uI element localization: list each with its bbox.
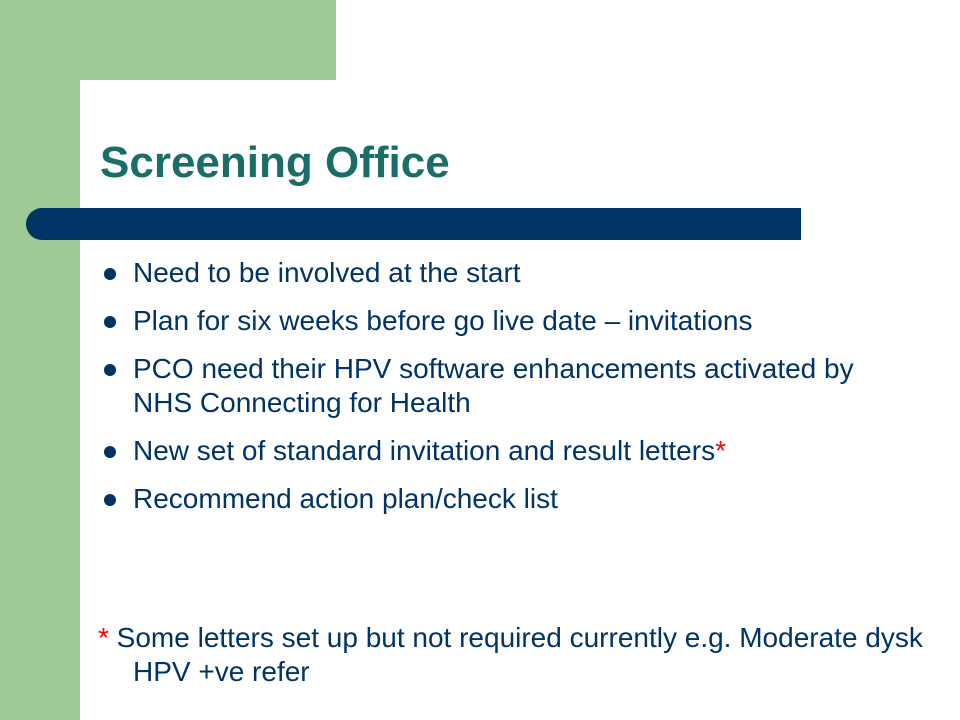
bullet-item: [104, 304, 904, 338]
bullet-item: [104, 256, 904, 290]
footnote-text: Some letters set up but not required currently e.g. Moderate dysk HPV +ve refer: [108, 622, 923, 687]
bullet-item: [104, 482, 904, 516]
bullet-dot-icon: [104, 268, 116, 280]
bullet-dot-icon: [104, 364, 116, 376]
title-underline-bar: [26, 208, 801, 240]
bullet-text: Need to be involved at the start: [133, 257, 521, 288]
footnote-marker: *: [98, 622, 109, 653]
footnote-asterisk: *: [715, 435, 726, 466]
bullet-dot-icon: [104, 446, 116, 458]
bullet-text: New set of standard invitation and result letters: [133, 435, 716, 466]
bullet-text: Recommend action plan/check list: [133, 483, 558, 514]
bullet-item: [104, 352, 904, 420]
bullet-dot-icon: [104, 316, 116, 328]
green-left-band: [0, 0, 80, 720]
bullet-dot-icon: [104, 494, 116, 506]
slide-title: Screening Office: [100, 138, 450, 187]
bullet-text: PCO need their HPV software enhancements activated by NHS Connecting for Health: [133, 353, 854, 418]
bullet-item: [104, 434, 904, 468]
bullet-list: [104, 256, 904, 530]
footnote: [98, 621, 953, 689]
bullet-text: Plan for six weeks before go live date – invitations: [133, 305, 753, 336]
